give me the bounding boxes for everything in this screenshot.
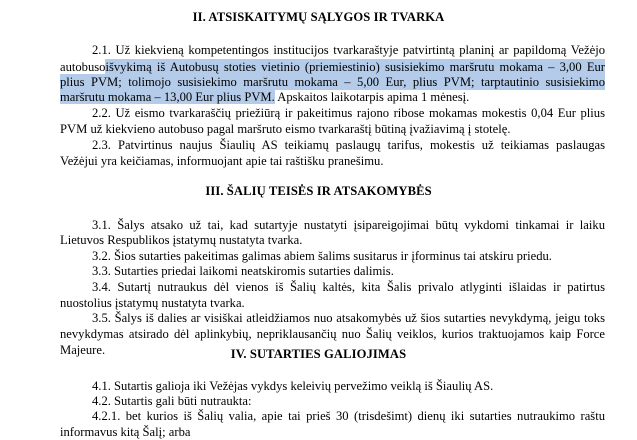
highlighted-text: plius PVM; tolimojo susisiekimo maršrutu mokama – 5,00 Eur, plius PVM; tarptautinio susisiekimo	[60, 75, 605, 89]
paragraph-3-3: 3.3. Sutarties priedai laikomi neatskiromis sutarties dalimis.	[92, 264, 394, 278]
section-heading-validity: IV. SUTARTIES GALIOJIMAS	[230, 347, 407, 361]
paragraph-3-1-line-2: Lietuvos Respublikos įstatymų nustatyta tvarka.	[60, 233, 303, 247]
paragraph-3-5-line-3: Majeure.	[60, 343, 106, 357]
paragraph-3-1-line-1: 3.1. Šalys atsako už tai, kad sutartyje nustatyti įsipareigojimai būtų vykdomi tinkamai ir laiku	[92, 218, 605, 232]
paragraph-3-4-line-1: 3.4. Sutartį nutraukus dėl vienos iš Šalių kaltės, kita Šalis privalo atlyginti išlaidas ir patirtus	[92, 280, 605, 294]
paragraph-4-1: 4.1. Sutartis galioja iki Vežėjas vykdys keleivių pervežimo veiklą iš Šiaulių AS.	[92, 379, 494, 393]
paragraph-2-1-line-2	[60, 59, 605, 75]
paragraph-3-5-line-2: nevykdymas atsirado dėl aplinkybių, nepriklausančių nuo Šalių veiklos, kurios traktuojamos kaip Force	[60, 327, 605, 341]
paragraph-2-1-line-4	[60, 89, 469, 105]
paragraph-2-1-line-4-plain: Apskaitos laikotarpis apima 1 mėnesį.	[274, 90, 470, 104]
section-heading-settlement: II. ATSISKAITYMŲ SĄLYGOS IR TVARKA	[192, 10, 445, 24]
section-heading-rights: III. ŠALIŲ TEISĖS IR ATSAKOMYBĖS	[205, 184, 432, 198]
paragraph-2-1-line-2-plain: autobuso	[60, 60, 106, 74]
paragraph-4-2: 4.2. Sutartis gali būti nutraukta:	[92, 394, 252, 408]
paragraph-3-5-line-1: 3.5. Šalys iš dalies ar visiškai atleidžiamos nuo atsakomybės už šios sutarties nevykdymą, jeigu toks	[92, 311, 605, 325]
paragraph-4-2-1-line-2: informavus kitą Šalį; arba	[60, 425, 191, 439]
highlighted-text: maršrutu mokama – 13,00 Eur plius PVM.	[60, 90, 275, 104]
paragraph-2-3-line-2: Vežėjui yra keičiamas, informuojant apie tai raštišku pranešimu.	[60, 154, 384, 168]
cut-off-line-clip	[0, 417, 637, 439]
highlighted-text: išvykimą iš Autobusų stoties vietinio (priemiestinio) susisiekimo maršrutu mokama – 3,00 Eur	[105, 60, 605, 74]
paragraph-2-1-line-1: 2.1. Už kiekvieną kompetentingos institucijos tvarkaraštyje patvirtintą planinį ar papildomą Vežėjo	[92, 43, 605, 57]
paragraph-2-2-line-1: 2.2. Už eismo tvarkaraščių priežiūrą ir pakeitimus rajono ribose mokamas mokestis 0,04 Eur plius	[92, 106, 605, 120]
paragraph-3-2: 3.2. Šios sutarties pakeitimas galimas abiem šalims susitarus ir įforminus tai atskiru priedu.	[92, 249, 552, 263]
paragraph-3-4-line-2: nuostolius įstatymų nustatyta tvarka.	[60, 296, 245, 310]
paragraph-4-2-1-line-1: 4.2.1. bet kurios iš Šalių valia, apie tai prieš 30 (trisdešimt) dienų iki sutarties nutraukimo raštu	[92, 409, 605, 423]
paragraph-2-3-line-1: 2.3. Patvirtinus naujus Šiaulių AS teikiamų paslaugų tarifus, mokestis už teikiamas paslaugas	[92, 138, 605, 152]
paragraph-2-2-line-2: PVM už kiekvieno autobuso pagal maršruto eismo tvarkaraštį būtiną įvažiavimą į stotelę.	[60, 122, 511, 136]
